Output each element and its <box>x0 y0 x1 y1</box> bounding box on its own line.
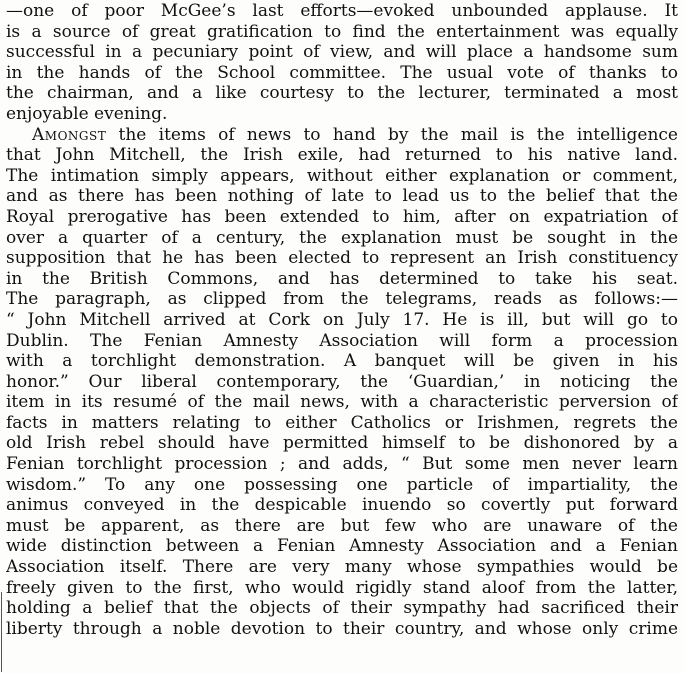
paragraph-2-line-19: animus conveyed in the despicable inuendo so covertly put forward <box>6 495 678 516</box>
paragraph-2-line-2: that John Mitchell, the Irish exile, had returned to his native land. <box>6 145 678 166</box>
paragraph-1-line-6: enjoyable evening. <box>6 103 168 124</box>
paragraph-2-first-line-rest: the items of news to hand by the mail is the intelligence <box>106 124 678 145</box>
paragraph-2-line-21: wide distinction between a Fenian Amnesty Association and a Fenian <box>6 536 678 557</box>
paragraph-2-line-25: liberty through a noble devotion to their country, and whose only crime <box>6 618 678 639</box>
column-rule <box>1 592 2 672</box>
paragraph-2-line-9: The paragraph, as clipped from the telegrams, reads as follows:— <box>6 289 678 310</box>
paragraph-2-line-5: Royal prerogative has been extended to him, after on expatriation of <box>6 206 678 227</box>
paragraph-2-line-18: wisdom.” To any one possessing one particle of impartiality, the <box>6 474 678 495</box>
paragraph-2-line-22: Association itself. There are very many whose sympathies would be <box>6 557 678 578</box>
paragraph-1-line-1: —one of poor McGee’s last efforts—evoked unbounded applause. It <box>6 1 678 21</box>
paragraph-2-line-3: The intimation simply appears, without either explanation or comment, <box>6 165 678 186</box>
paragraph-1-line-3: successful in a pecuniary point of view, and will place a handsome sum <box>6 42 678 63</box>
paragraph-1-line-5: the chairman, and a like courtesy to the lecturer, terminated a most <box>6 83 678 104</box>
paragraph-1-line-4: in the hands of the School committee. The usual vote of thanks to <box>6 62 678 83</box>
paragraph-2-line-16: old Irish rebel should have permitted himself to be dishonored by a <box>6 433 678 454</box>
paragraph-2-line-6: over a quarter of a century, the explanation must be sought in the <box>6 227 678 248</box>
paragraph-2-line-17: Fenian torchlight procession ; and adds, “ But some men never learn <box>6 454 678 475</box>
paragraph-1-line-2: is a source of great gratification to find the entertainment was equally <box>6 21 678 42</box>
paragraph-2-line-14: item in its resumé of the mail news, with a characteristic perversion of <box>6 392 678 413</box>
paragraph-2-line-7: supposition that he has been elected to represent an Irish constituency <box>6 248 678 269</box>
paragraph-2-line-13: honor.” Our liberal contemporary, the ‘Guardian,’ in noticing the <box>6 371 678 392</box>
article-column <box>6 1 678 639</box>
paragraph-2-line-12: with a torchlight demonstration. A banquet will be given in his <box>6 351 678 372</box>
paragraph-2-line-20: must be apparent, as there are but few who are unaware of the <box>6 515 678 536</box>
paragraph-2-line-23: freely given to the first, who would rigidly stand aloof from the latter, <box>6 577 678 598</box>
paragraph-2-line-8: in the British Commons, and has determined to take his seat. <box>6 268 678 289</box>
paragraph-2-line-1 <box>6 125 678 146</box>
paragraph-2-line-4: and as there has been nothing of late to lead us to the belief that the <box>6 186 678 207</box>
paragraph-2-line-10: “ John Mitchell arrived at Cork on July 17. He is ill, but will go to <box>6 309 678 330</box>
paragraph-2-lead-word: Amongst <box>32 124 107 145</box>
paragraph-2-line-11: Dublin. The Fenian Amnesty Association will form a procession <box>6 330 678 351</box>
paragraph-2-line-15: facts in matters relating to either Catholics or Irishmen, regrets the <box>6 412 678 433</box>
paragraph-2-line-24: holding a belief that the objects of their sympathy had sacrificed their <box>6 598 678 619</box>
